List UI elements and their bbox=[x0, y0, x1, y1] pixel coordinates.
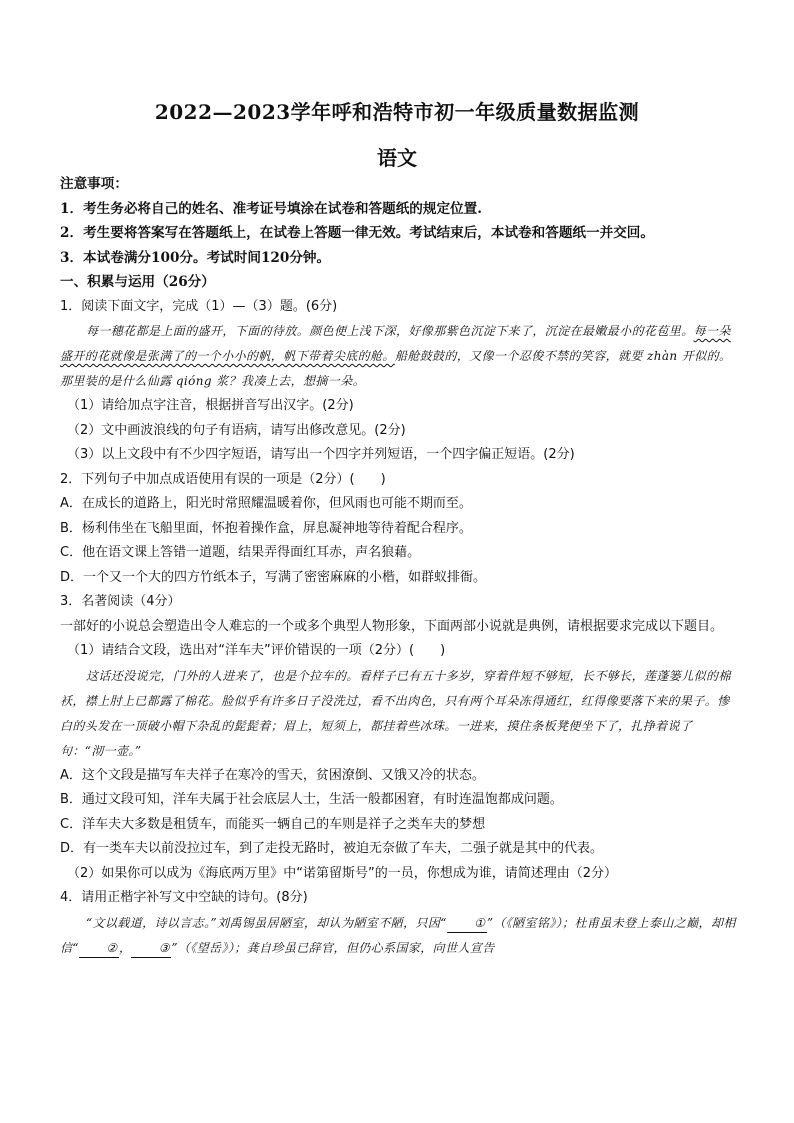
question-1-stem: 1．阅读下面文字，完成（1）—（3）题。(6分) bbox=[60, 298, 338, 314]
option-a: A．在成长的道路上，阳光时常照耀温暖着你，但风雨也可能不期而至。 bbox=[60, 496, 472, 511]
option-c: C．他在语文课上答错一道题，结果弄得面红耳赤，声名狼藉。 bbox=[60, 545, 421, 560]
passage-text: ”（《陋室铭》）；杜甫虽未登上泰山之巅，却相信“ bbox=[60, 915, 736, 955]
passage-text: 每一穗花都是上面的盛开，下面的待放。颜色便上浅下深，好像那紫色沉淀下来了，沉淀在最嫩最小的花苞里。 bbox=[86, 324, 694, 338]
notice-item: 2．考生要将答案写在答题纸上，在试卷上答题一律无效。考试结束后，本试卷和答题纸一并交回。 bbox=[60, 225, 654, 241]
passage-text: ， bbox=[118, 940, 132, 955]
passage-text: 船舱鼓鼓的，又像一个忍俊不禁的笑容，就要 zhàn 开似的。那里装的是什么仙露 qióng 浆？我凑上去，想摘一朵。 bbox=[60, 349, 732, 388]
notice-item: 3．本试卷满分100分。考试时间120分钟。 bbox=[60, 249, 331, 266]
option-b: B．通过文段可知，洋车夫属于社会底层人士，生活一般都困窘，有时连温饱都成问题。 bbox=[60, 792, 563, 807]
option-c: C．洋车夫大多数是租赁车，而能买一辆自己的车则是祥子之类车夫的梦想 bbox=[60, 816, 486, 832]
option-b: B．杨利伟坐在飞船里面，怀抱着操作盒，屏息凝神地等待着配合程序。 bbox=[60, 520, 472, 536]
option-a: A．这个文段是描写车夫祥子在寒冷的雪天，贫困潦倒、又饿又冷的状态。 bbox=[60, 767, 485, 783]
passage-text: “文以载道，诗以言志。”刘禹锡虽居陋室，却认为陋室不陋，只因“ bbox=[86, 915, 447, 930]
question-1-sub1: （1）请给加点字注音，根据拼音写出汉字。(2分) bbox=[67, 398, 354, 413]
answer-blank-3[interactable]: ③ bbox=[131, 939, 171, 958]
exam-content bbox=[60, 172, 736, 961]
section-heading: 一、积累与运用（26分） bbox=[60, 274, 215, 290]
option-d: D．有一类车夫以前没拉过车，到了走投无路时，被迫无奈做了车夫，二强子就是其中的代表。 bbox=[60, 841, 604, 856]
answer-blank-1[interactable]: ① bbox=[447, 914, 487, 933]
answer-blank-2[interactable]: ② bbox=[79, 939, 119, 958]
question-3-stem: 3．名著阅读（4分） bbox=[60, 594, 181, 609]
notice-item: 1．考生务必将自己的姓名、准考证号填涂在试卷和答题纸的规定位置. bbox=[60, 200, 483, 217]
option-d: D．一个又一个大的四方竹纸本子，写满了密密麻麻的小楷，如群蚁排衙。 bbox=[60, 569, 487, 585]
question-2-stem: 2．下列句子中加点成语使用有误的一项是（2分）( ) bbox=[60, 471, 386, 487]
notice-heading: 注意事项： bbox=[60, 176, 128, 192]
question-1-passage bbox=[60, 319, 736, 394]
question-3-passage: 这话还没说完，门外的人进来了，也是个拉车的。看样子已有五十多岁，穿着件短不够短，长不够长，莲蓬篓儿似的棉袄，襟上肘上已都露了棉花。脸似乎有许多日子没洗过，看不出肉色，只有两个耳朵冻得通红，红得像要落下来的果子。惨白的头发在一顶破小帽下杂乱的髭髭着；眉上，短须上，都挂着些冰珠。一进来，摸住条板凳便坐下了，扎挣着说了句：“沏一壶。” bbox=[60, 668, 731, 758]
question-4-stem: 4．请用正楷字补写文中空缺的诗句。(8分) bbox=[60, 890, 308, 905]
page-title: 2022—2023学年呼和浩特市初一年级质量数据监测 bbox=[154, 100, 640, 124]
subject-title: 语文 bbox=[377, 146, 417, 170]
wavy-sentence: 每一朵盛开的花就像是张满了的一个小小的帆，帆下带着尖底的舱。 bbox=[60, 324, 731, 363]
question-3-sub2: （2）如果你可以成为《海底两万里》中“诺第留斯号”的一员，你想成为谁，请简述理由（2分） bbox=[67, 865, 618, 881]
question-1-sub2: （2）文中画波浪线的句子有语病，请写出修改意见。(2分) bbox=[67, 422, 406, 438]
passage-text: ”（《望岳》）；龚自珍虽已辞官，但仍心系国家，向世人宣告 bbox=[171, 940, 495, 955]
question-3-intro: 一部好的小说总会塑造出令人难忘的一个或多个典型人物形象，下面两部小说就是典例，请根据要求完成以下题目。 bbox=[60, 618, 724, 634]
question-4-passage bbox=[60, 911, 736, 961]
question-3-sub1: （1）请结合文段，选出对“洋车夫”评价错误的一项（2分）( ) bbox=[67, 643, 446, 658]
question-1-sub3: （3）以上文段中有不少四字短语，请写出一个四字并列短语，一个四字偏正短语。(2分) bbox=[67, 447, 575, 462]
